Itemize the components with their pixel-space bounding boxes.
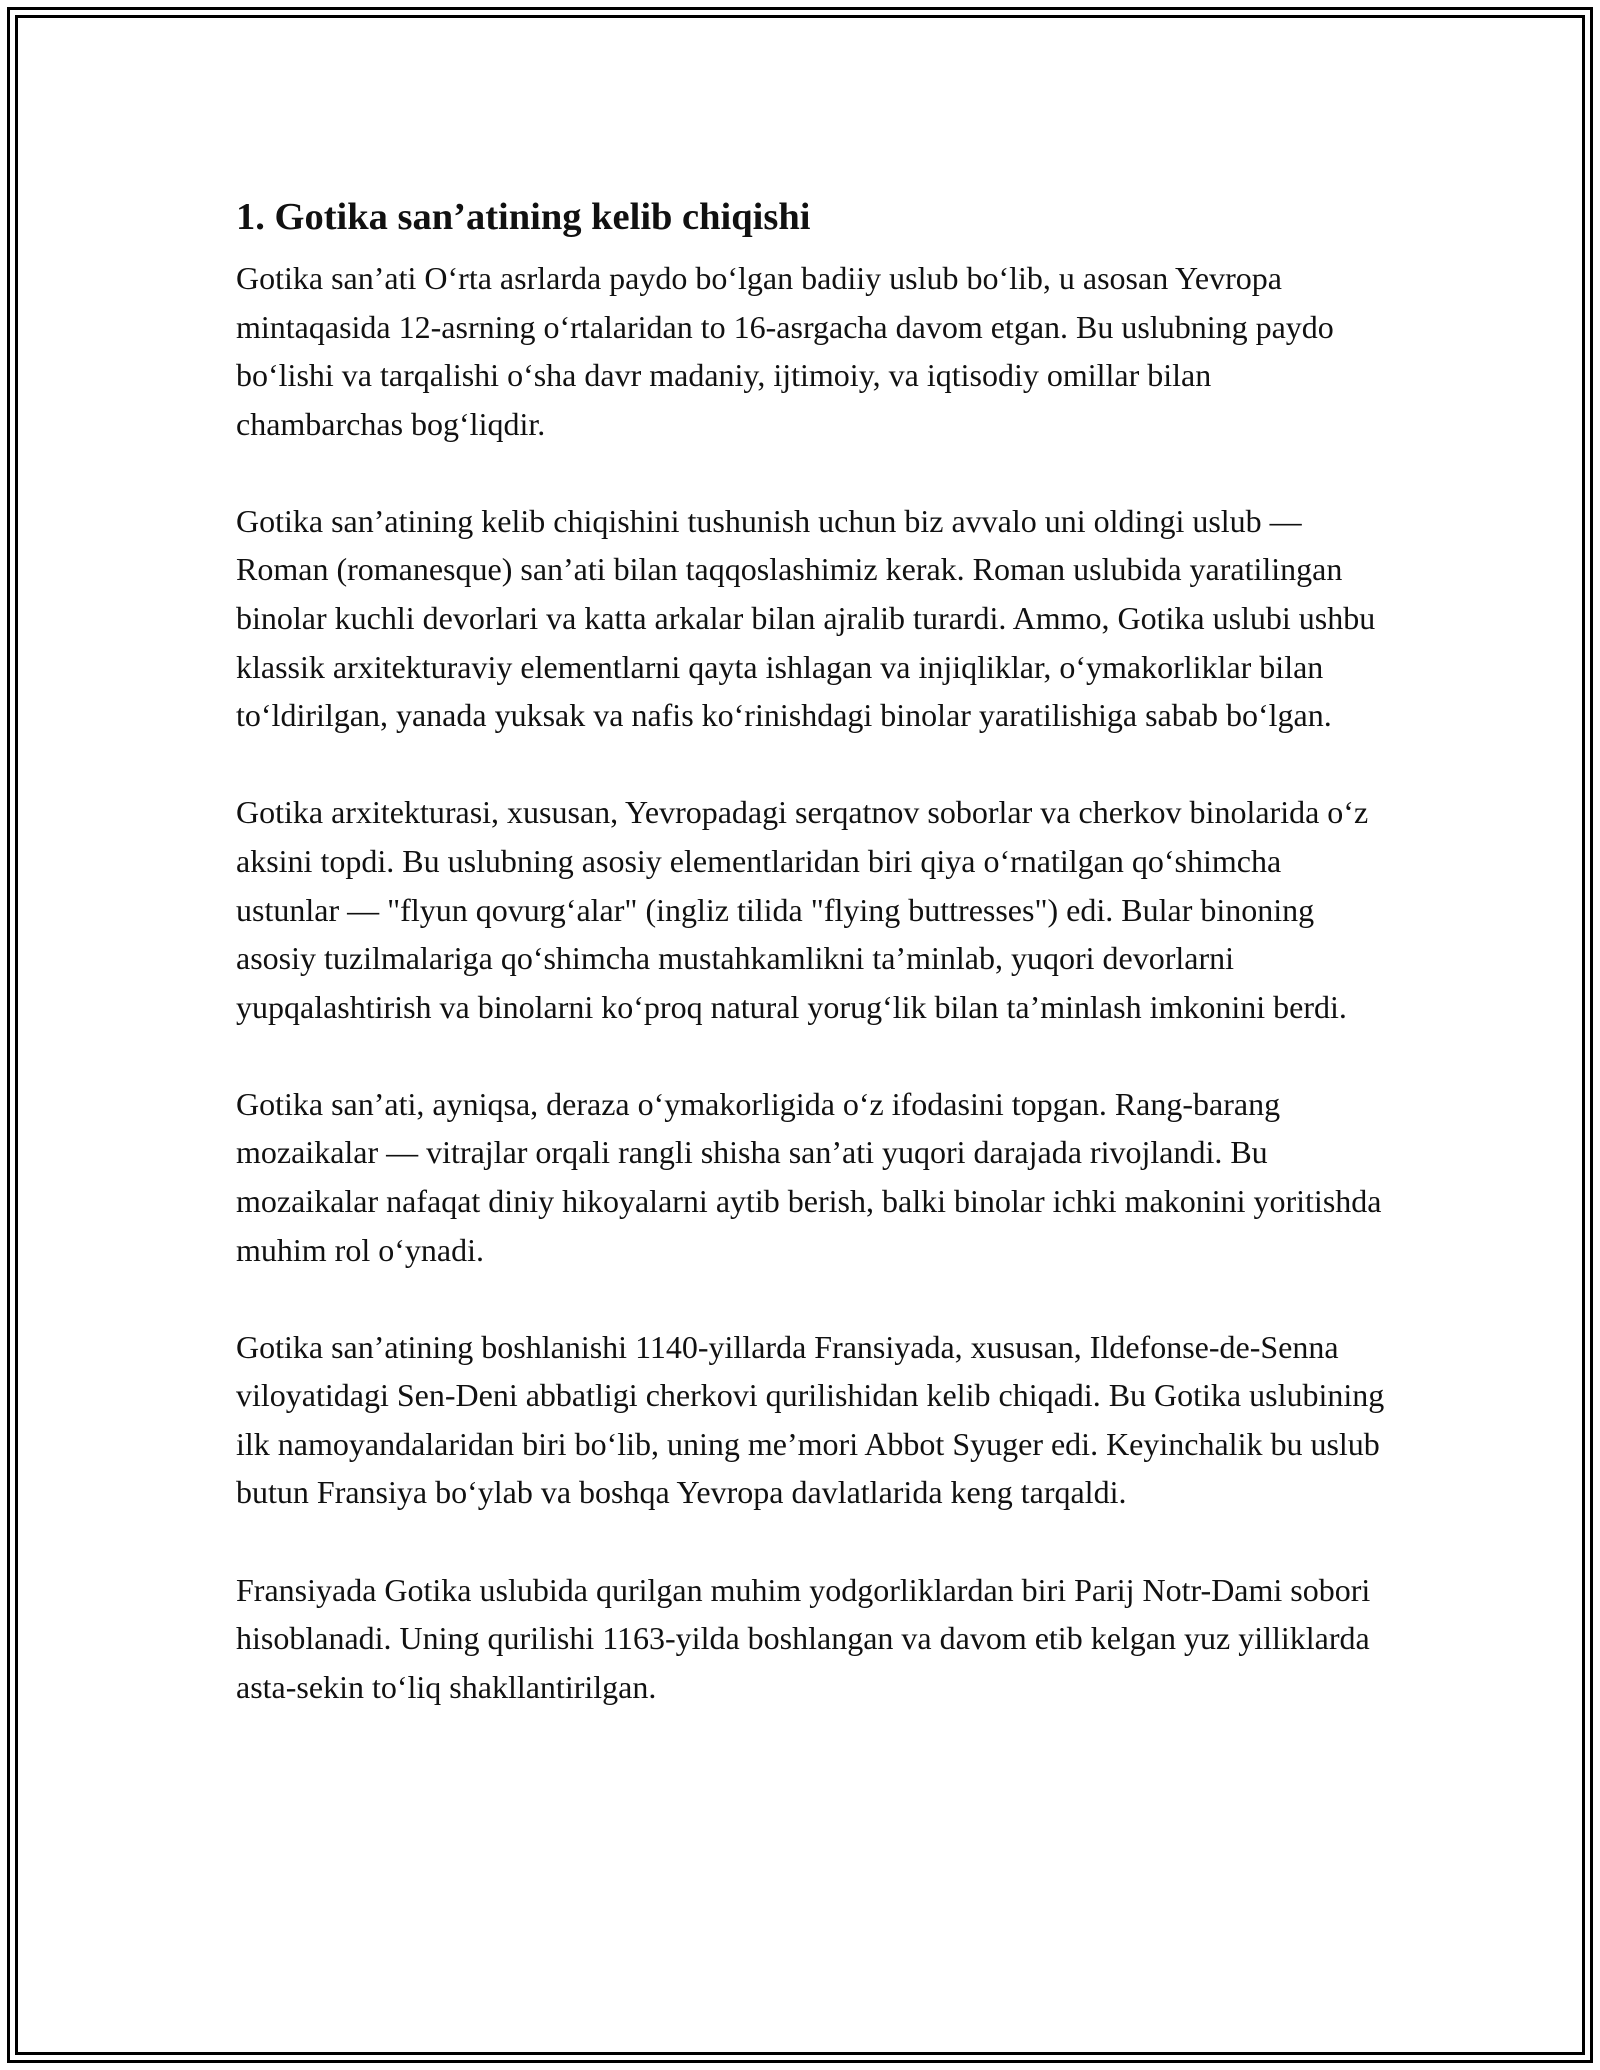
paragraph-4: Gotika san’ati, ayniqsa, deraza o‘ymakorligida o‘z ifodasini topgan. Rang-barang mozaikalar — vitrajlar orqali rangli shisha san’ati yuqori darajada rivojlandi. Bu mozaikalar nafaqat diniy hikoyalarni aytib berish, balki binolar ichki makonini yoritishda muhim rol o‘ynadi. bbox=[236, 1085, 1382, 1268]
section-heading: 1. Gotika san’atining kelib chiqishi bbox=[236, 196, 811, 238]
document-body bbox=[236, 182, 1386, 1760]
paragraph-6: Fransiyada Gotika uslubida qurilgan muhim yodgorliklardan biri Parij Notr-Dami sobori hisoblanadi. Uning qurilishi 1163-yilda boshlangan va davom etib kelgan yuz yilliklarda asta-sekin to‘liq shakllantirilgan. bbox=[236, 1571, 1371, 1705]
paragraph-2: Gotika san’atining kelib chiqishini tushunish uchun biz avvalo uni oldingi uslub — Roman (romanesque) san’ati bilan taqqoslashimiz kerak. Roman uslubida yaratilingan binolar kuchli devorlari va katta arkalar bilan ajralib turardi. Ammo, Gotika uslubi ushbu klassik arxitekturaviy elementlarni qayta ishlagan va injiqliklar, o‘ymakorliklar bilan to‘ldirilgan, yanada yuksak va nafis ko‘rinishdagi binolar yaratilishiga sabab bo‘lgan. bbox=[236, 502, 1376, 734]
paragraph-5: Gotika san’atining boshlanishi 1140-yillarda Fransiyada, xususan, Ildefonse-de-Senna viloyatidagi Sen-Deni abbatligi cherkovi qurilishidan kelib chiqadi. Bu Gotika uslubining ilk namoyandalaridan biri bo‘lib, uning me’mori Abbot Syuger edi. Keyinchalik bu uslub butun Fransiya bo‘ylab va boshqa Yevropa davlatlarida keng tarqaldi. bbox=[236, 1328, 1385, 1511]
paragraph-3: Gotika arxitekturasi, xususan, Yevropadagi serqatnov soborlar va cherkov binolarida o‘z aksini topdi. Bu uslubning asosiy elementlaridan biri qiya o‘rnatilgan qo‘shimcha ustunlar — "flyun qovurg‘alar" (ingliz tilida "flying buttresses") edi. Bular binoning asosiy tuzilmalariga qo‘shimcha mustahkamlikni ta’minlab, yuqori devorlarni yupqalashtirish va binolarni ko‘proq natural yorug‘lik bilan ta’minlash imkonini berdi. bbox=[236, 794, 1369, 1025]
paragraph-1: Gotika san’ati O‘rta asrlarda paydo bo‘lgan badiiy uslub bo‘lib, u asosan Yevropa mintaqasida 12-asrning o‘rtalaridan to 16-asrgacha davom etgan. Bu uslubning paydo bo‘lishi va tarqalishi o‘sha davr madaniy, ijtimoiy, va iqtisodiy omillar bilan chambarchas bog‘liqdir. bbox=[236, 260, 1334, 442]
